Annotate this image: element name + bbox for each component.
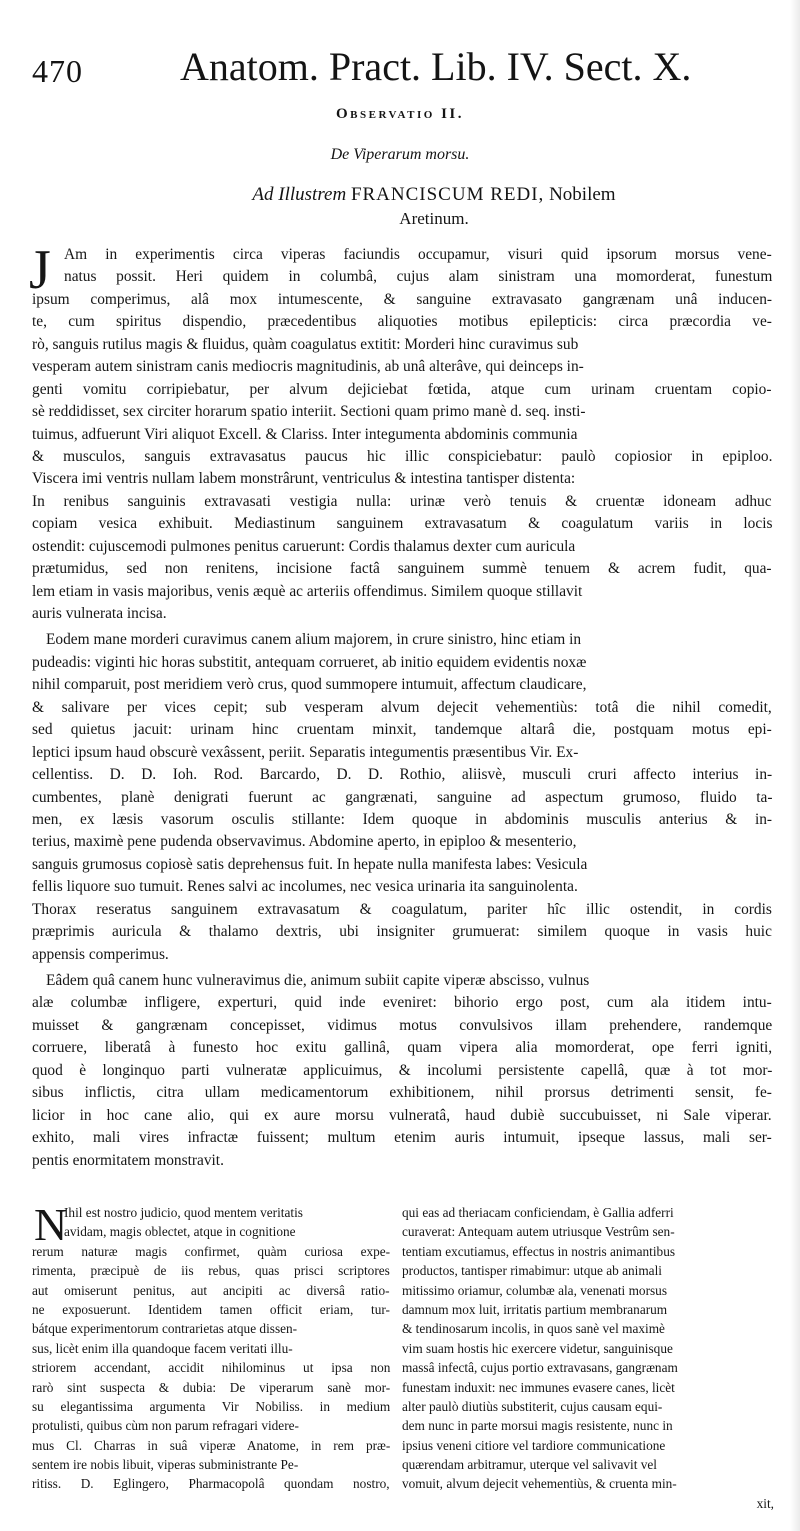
text-line: muisset & gangrænam concepisset, vidimus motus convulsivos illam prehendere, randemque [32, 1016, 773, 1034]
text-line: tentiam excutiamus, effectus in nostris animantibus [402, 1243, 676, 1259]
letter-column-left [32, 1199, 391, 1494]
text-line: funestam induxit: nec immunes evasere canes, licèt [402, 1379, 675, 1395]
dedication-title: Nobilem [549, 184, 616, 205]
text-line: rimenta, præcipuè de iis rebus, quas prisci scriptores [32, 1263, 390, 1279]
text-line: dem nunc in parte morsui magis resistente, nunc in [402, 1418, 673, 1434]
text-line: rerum naturæ magis confirmet, quàm curiosa expe- [32, 1243, 391, 1259]
spine-shadow [790, 0, 800, 1531]
page-number: 470 [32, 53, 83, 89]
text-line: vomuit, alvum dejecit vehementiùs, & cruenta min- [402, 1476, 677, 1492]
text-line: te, cum spiritus dispendio, præcedentibus aliquoties motibus epilepticis: circa præcordia ve- [32, 313, 772, 331]
observation-title: Observatio II. [335, 106, 465, 122]
text-line: massâ infectâ, cujus portio extravasans, gangrænam [402, 1360, 678, 1376]
text-line: avidam, magis oblectet, atque in cognitione [64, 1224, 296, 1240]
running-head: Anatom. Pract. Lib. IV. Sect. X. [180, 44, 692, 89]
text-line: alæ columbæ infligere, experturi, quid inde eveniret: bihorio ergo post, cum ala itidem intu- [32, 994, 772, 1012]
drop-cap-n: N [34, 1199, 68, 1250]
text-line: copiam vesica exhibuit. Mediastinum sanguinem extravasatum & coagulatum variis in locis [32, 515, 773, 533]
text-line: natus possit. Heri quidem in columbâ, cujus alam sinistram una momorderat, funestum [64, 268, 773, 286]
text-line: qui eas ad theriacam conficiendam, è Gallia adferri [402, 1205, 674, 1220]
text-line: pudeadis: viginti hic horas substitit, antequam corrueret, ab initio equidem evidentis noxæ [32, 653, 587, 671]
text-line: Eodem mane morderi curavimus canem alium majorem, in crure sinistro, hinc etiam in [46, 631, 582, 649]
text-line: auris vulnerata incisa. [32, 605, 167, 622]
text-line: cumbentes, planè denigrati fuerunt ac gangrænati, sanguine ad aspectum grumoso, fluido ta- [32, 788, 773, 806]
text-line: fellis liquore suo tumuit. Renes salvi ac incolumes, nec vesica urinaria ita sanguinolenta. [32, 878, 578, 896]
text-line: striorem accendant, accidit nihilominus ut ipsa non [32, 1360, 391, 1376]
text-line: curaverat: Antequam autem utriusque Vestrûm sen- [402, 1224, 675, 1240]
dedication-prefix: Ad Illustrem [252, 184, 347, 205]
catchword: xit, [756, 1495, 774, 1511]
page-header [32, 40, 772, 90]
text-line: productos, tantisper rimabimur: utque ab animali [402, 1263, 662, 1279]
text-line: sibus inflictis, citra ullam medicamentorum exhibitionem, nihil prorsus detrimenti sensit, fe- [32, 1084, 772, 1102]
dedication-line-2: Aretinum. [399, 209, 469, 228]
text-line: sed quietus jacuit: urinam hinc cruentam minxit, tandemque altarâ die, postquam motus epi- [32, 721, 772, 739]
text-line: lem etiam in vasis majoribus, venis æquè ac arteriis offendimus. Similem quoque stillavit [32, 582, 583, 600]
text-line: sè reddidisset, sex circiter horarum spatio interiit. Sectioni quam primo manè d. seq. insti- [32, 403, 586, 421]
letter-columns [32, 1199, 774, 1521]
text-line: prætumidus, sed non renitens, incisione factâ sanguinem summè tenuem & acrem fudit, qua- [32, 560, 772, 578]
text-line: rarò sint suspecta & dubia: De viperarum sanè mor- [32, 1379, 391, 1395]
paragraph-2 [32, 629, 772, 966]
drop-cap-j: J [29, 239, 51, 301]
dedication [174, 183, 694, 231]
text-line: In renibus sanguinis extravasati vestigia nulla: urinæ verò tenuis & cruentæ idoneam adhuc [32, 492, 772, 510]
text-line: pentis enormitatem monstravit. [32, 1151, 224, 1169]
text-line: alter paulò diutiùs substiterit, cujus causam equi- [402, 1398, 663, 1414]
text-line: & tendinosarum incolis, in quos sanè vel maximè [402, 1321, 665, 1337]
text-line: præprimis auricula & thalamo dextris, ubi insigniter grumuerat: similem quoque in vasis huic [32, 923, 772, 941]
text-line: damnum mox luit, irritatis partium membranarum [402, 1301, 668, 1317]
text-line: Ihil est nostro judicio, quod mentem veritatis [64, 1205, 303, 1220]
text-line: & musculos, sanguis extravasatus paucus hic illic conspiciebatur: paulò copiosior in epiploo. [32, 447, 773, 465]
text-line: men, ex læsis vasorum osculis stillante: Idem quoque in abdominis musculis anterius & in- [32, 810, 773, 828]
letter-column-right [402, 1203, 774, 1513]
text-line: ritiss. D. Eglingero, Pharmacopolâ quondam nostro, [32, 1476, 390, 1492]
text-line: quærendam arbitramur, uterque vel salivavit vel [402, 1457, 657, 1473]
text-line: leptici ipsum haud obscurè vexâssent, periit. Separatis integumentis præsentibus Vir. Ex- [32, 743, 579, 761]
text-line: sus, licèt enim illa quandoque facem veritati illu- [32, 1340, 293, 1356]
dedication-line-1 [174, 183, 694, 207]
text-line: cellentiss. D. D. Ioh. Rod. Barcardo, D. D. Rothio, aliisvè, musculi cruri affecto interius in- [32, 766, 773, 784]
text-line: terius, maximè pene pudenda observavimus. Abdomine aperto, in epiploo & mesenterio, [32, 833, 577, 851]
text-line: & salivare per vices cepit; sub vesperam alvum dejecit vehementiùs: totâ die nihil comedit, [32, 698, 772, 716]
text-line: nihil comparuit, post meridiem verò crus, quod summopere intumuit, affectum claudicare, [32, 676, 587, 694]
text-line: bátque experimentorum contrarietas atque dissen- [32, 1321, 298, 1337]
text-line: Thorax reseratus sanguinem extravasatum & coagulatum, pariter hîc illic ostendit, in cordis [32, 900, 772, 918]
text-line: aut omiserunt penitus, aut ancipiti ac diversâ ratio- [32, 1282, 390, 1298]
text-line: sanguis grumosus copiosè satis deprehensus fuit. In hepate nulla manifesta labes: Vesicula [32, 855, 588, 873]
text-line: corruere, liberatâ à funesto hoc exitu gallinâ, quam vipera alia momorderat, ope ferri igniti, [32, 1039, 773, 1057]
text-line: sentem ire nobis libuit, viperas subministrante Pe- [32, 1457, 299, 1473]
paragraph-1 [32, 244, 772, 625]
observation-subtitle: De Viperarum morsu. [330, 146, 470, 163]
text-line: ipsum comperimus, alâ mox intumescente, & sanguine extravasato gangrænam unâ inducen- [32, 290, 773, 308]
text-line: genti vomitu corripiebatur, per alvum dejiciebat fœtida, atque cum urinam cruentam copio- [32, 380, 772, 398]
text-line: tuimus, adfuerunt Viri aliquot Excell. & Clariss. Inter integumenta abdominis communia [32, 425, 578, 443]
text-line: protulisti, quibus cùm non parum refragari videre- [32, 1418, 299, 1434]
text-line: appensis comperimus. [32, 945, 169, 963]
text-line: rò, sanguis rutilus magis & fluidus, quàm coagulatus extitit: Morderi hinc curavimus sub [32, 335, 579, 353]
text-line: Eâdem quâ canem hunc vulneravimus die, animum subiit capite viperæ abscisso, vulnus [46, 972, 590, 989]
paragraph-3 [32, 970, 772, 1172]
dedication-name: FRANCISCUM REDI, [350, 184, 545, 205]
main-text [29, 239, 773, 1172]
text-line: ostendit: cujuscemodi pulmones penitus caruerunt: Cordis thalamus dexter cum auricula [32, 537, 576, 555]
text-line: licior in hoc cane alio, qui ex aure morsu vulneratâ, haud dubiè succubuisset, ni Sale viperar. [32, 1106, 772, 1124]
text-line: mus Cl. Charras in suâ viperæ Anatome, in rem præ- [32, 1437, 391, 1453]
text-line: mitissimo oriamur, columbæ ala, venenati morsus [402, 1282, 667, 1298]
text-line: ne exposuerunt. Identidem tamen officit eriam, tur- [32, 1301, 390, 1317]
text-line: ipsius veneni citiore vel tardiore communicatione [402, 1437, 666, 1453]
text-line: quod è longinquo parti vulneratæ applicuimus, & incolumi persistente capellâ, quæ à tot mor- [32, 1061, 773, 1079]
text-line: exhito, mali vires infractæ fuissent; multum etenim auris intumuit, ipseque lassus, mali ser- [32, 1129, 772, 1147]
text-line: vesperam autem sinistram canis mediocris magnitudinis, ab unâ alterâve, qui deinceps in- [32, 358, 584, 376]
text-line: su elegantissima argumenta Vir Nobiliss. in medium [32, 1398, 391, 1414]
text-line: Viscera imi ventris nullam labem monstrârunt, ventriculus & intestina tantisper distenta: [32, 470, 576, 488]
text-line: vim suam hostis hic exercere videtur, sanguinisque [402, 1340, 673, 1356]
text-line: Am in experimentis circa viperas faciundis occupamur, visuri quid ipsorum morsus vene- [64, 246, 772, 263]
